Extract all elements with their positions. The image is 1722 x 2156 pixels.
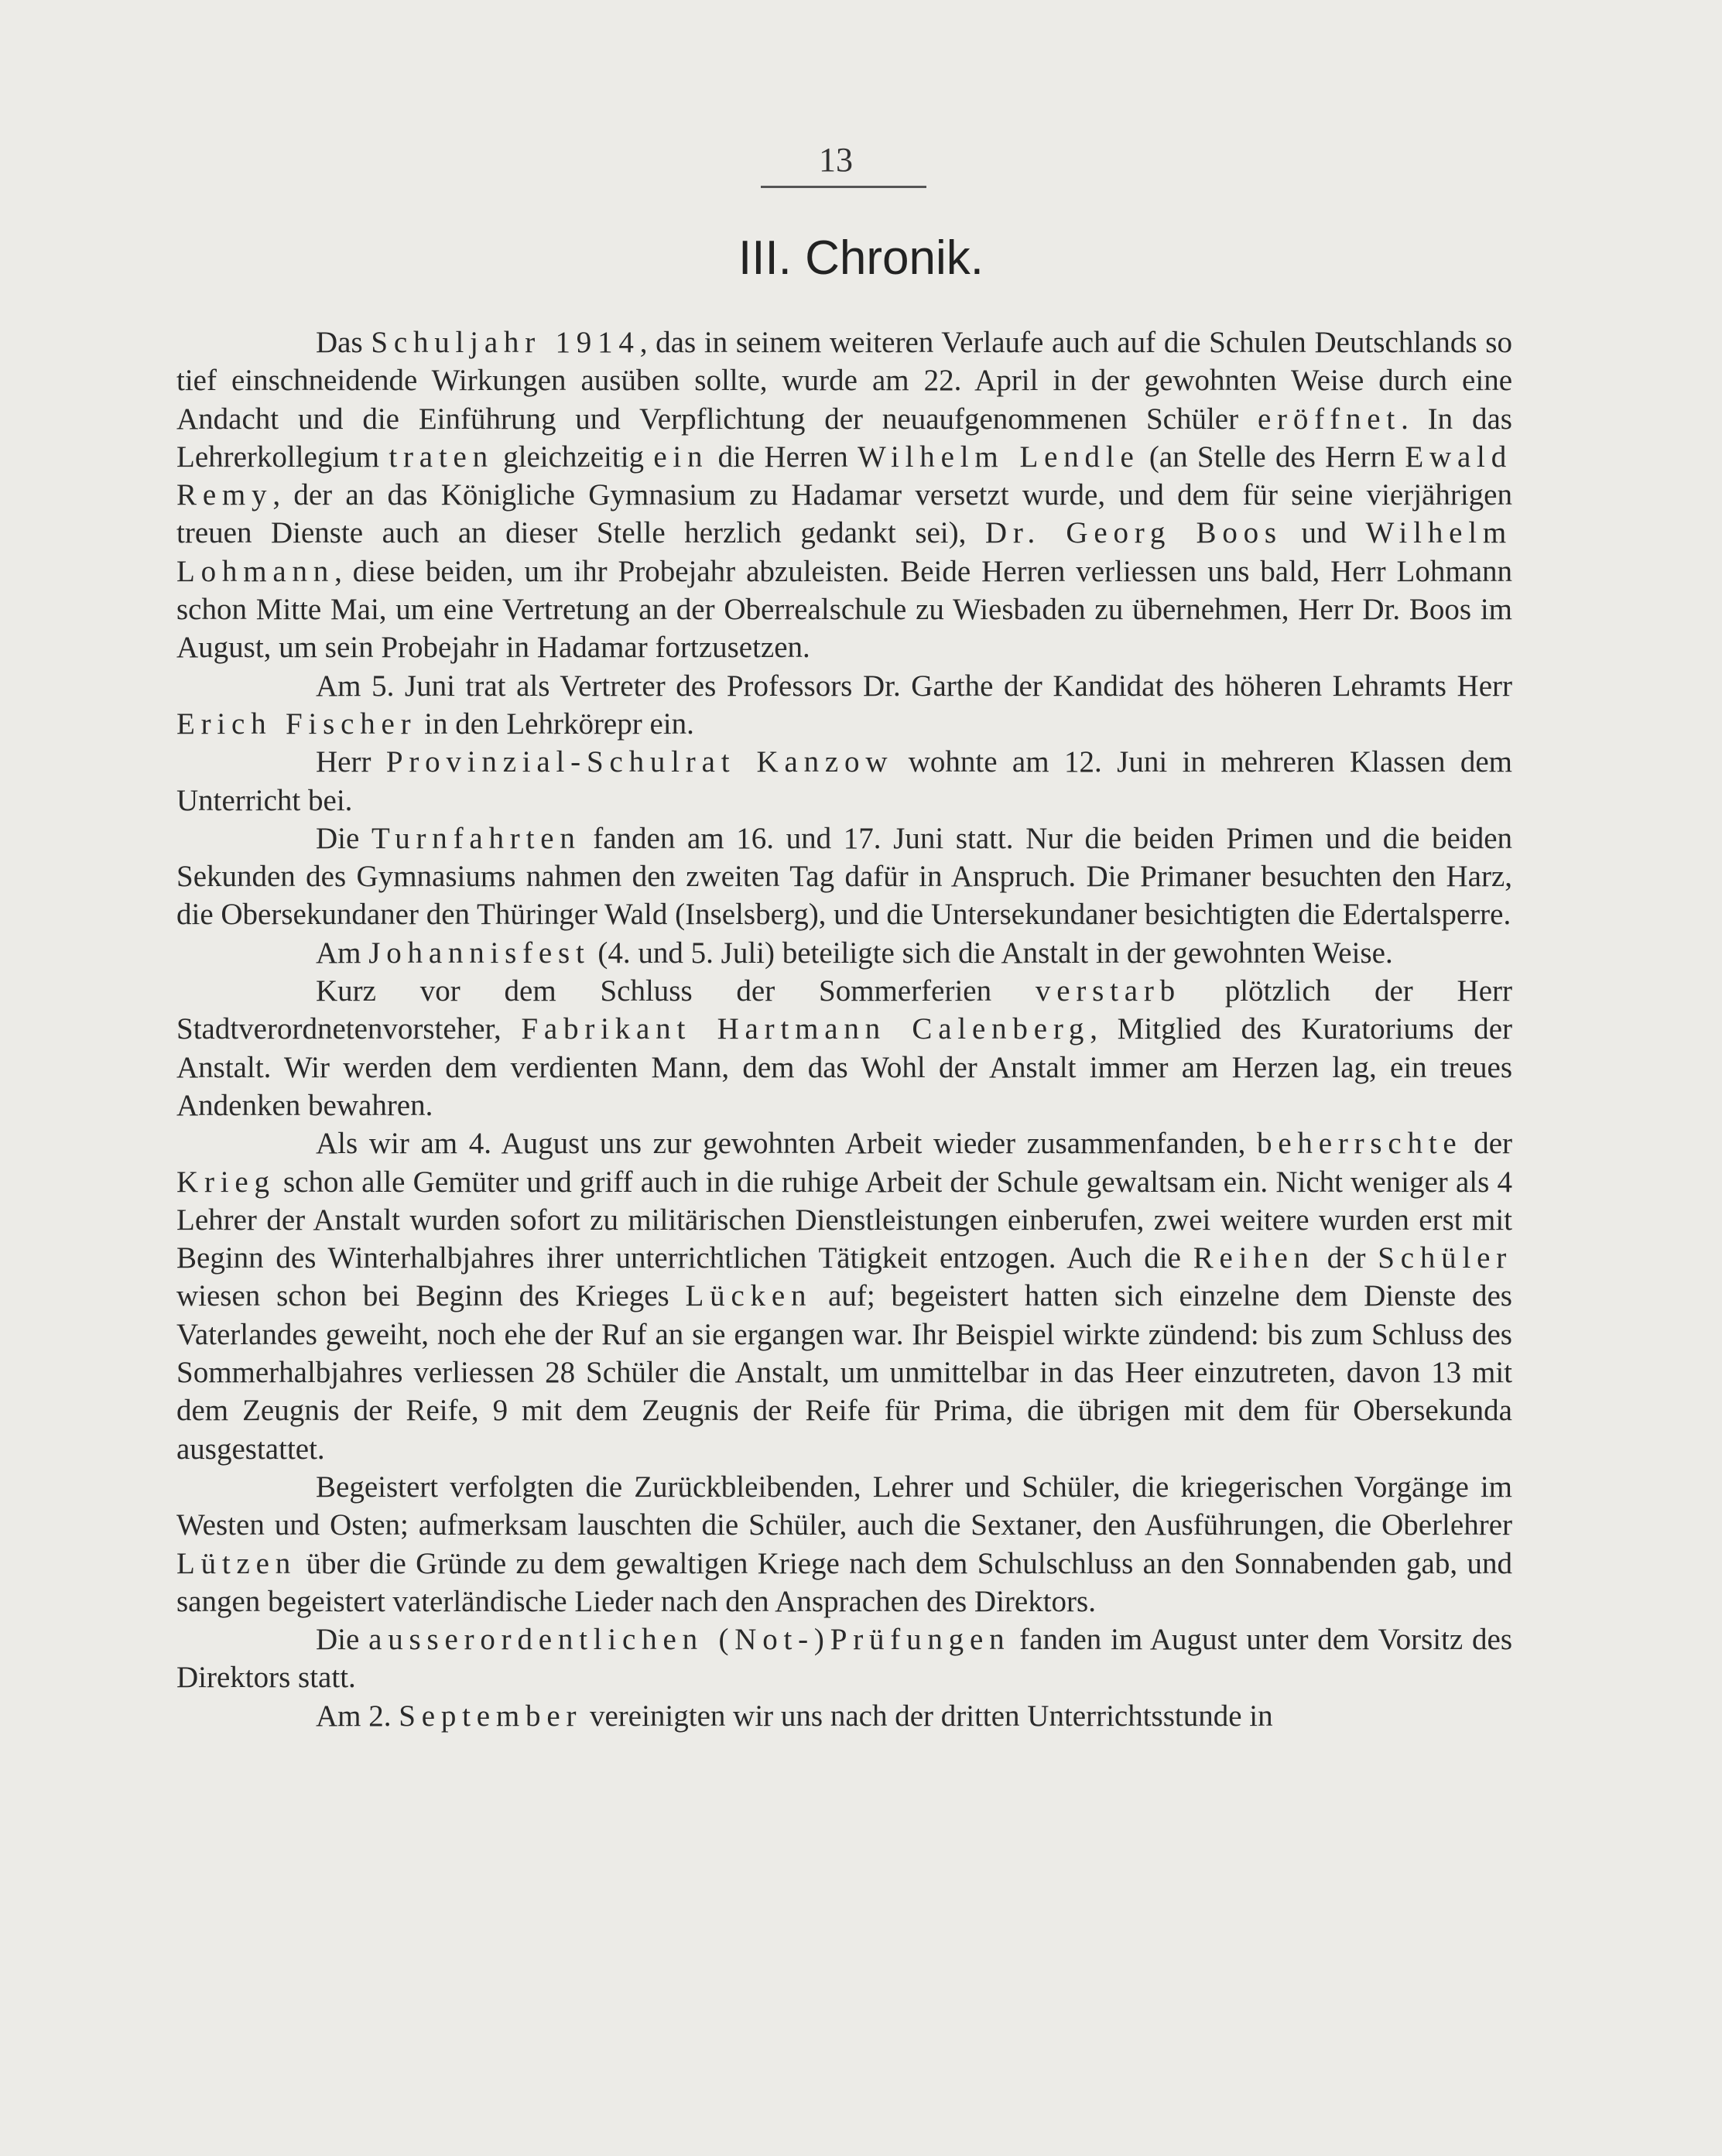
- text-run: Herr: [316, 745, 386, 779]
- page-number: 13: [819, 141, 853, 179]
- text-run: vereinigten wir uns nach der dritten Unterrichtsstunde in: [582, 1699, 1273, 1733]
- paragraph: [176, 934, 1512, 972]
- chapter-title: III. Chronik.: [738, 231, 984, 285]
- emphasized-text: verstarb: [1035, 974, 1181, 1008]
- text-run: über die Gründe zu dem gewaltigen Kriege nach dem Schulschluss an den Sonnabenden gab, und sangen begeistert vaterländische Lieder nach den Ansprachen des Direktors.: [176, 1546, 1512, 1618]
- emphasized-text: Turnfahrten: [371, 821, 581, 855]
- text-run: Begeistert verfolgten die Zurückbleibenden, Lehrer und Schüler, die kriegerischen Vorgänge im Westen und Osten; aufmerksam lauschten die Schüler, auch die Sextaner, den Ausführungen, die Oberlehrer: [176, 1470, 1512, 1542]
- text-run: in den Lehrkörepr ein.: [416, 707, 694, 741]
- text-run: plötzlich der Herr Stadtverordnetenvorsteher,: [176, 974, 1512, 1046]
- emphasized-text: Provinzial-Schulrat Kanzow: [385, 745, 894, 779]
- text-run: , der an das Königliche Gymnasium zu Hadamar versetzt wurde, und dem für seine vierjährigen treuen Dienste auch an dieser Stelle herzlich gedankt sei),: [176, 478, 1512, 550]
- text-run: Kurz vor dem Schluss der Sommerferien: [316, 974, 1036, 1008]
- emphasized-text: Erich Fischer: [176, 707, 417, 741]
- text-run: Am 2.: [316, 1699, 399, 1733]
- paragraph: [176, 1468, 1512, 1620]
- text-run: Am 5. Juni trat als Vertreter des Professors Dr. Garthe der Kandidat des höheren Lehramts Herr: [316, 669, 1512, 703]
- text-run: der: [1462, 1127, 1512, 1161]
- emphasized-text: Lücken: [685, 1279, 813, 1313]
- emphasized-text: Lützen: [176, 1546, 297, 1580]
- text-run: und: [1282, 516, 1366, 550]
- emphasized-text: Fabrikant Hartmann Calenberg: [521, 1012, 1090, 1046]
- emphasized-text: ausserordentlichen (Not-)Prüfungen: [368, 1623, 1011, 1657]
- emphasized-text: Krieg: [176, 1165, 276, 1199]
- text-run: Die: [316, 1623, 369, 1657]
- text-run: Die: [316, 821, 371, 855]
- text-run: schon alle Gemüter und griff auch in die ruhige Arbeit der Schule gewaltsam ein. Nicht weniger als 4 Lehrer der Anstalt wurden sofort zu militärischen Dienstleistungen einberufen, zwei weitere wurden erst mit Beginn des Winterhalbjahres ihrer unterrichtlichen Tätigkeit entzogen. Auch die: [176, 1165, 1512, 1275]
- paragraph: [176, 1124, 1512, 1468]
- text-run: (an Stelle des Herrn: [1139, 440, 1405, 474]
- paragraph: [176, 667, 1512, 744]
- emphasized-text: Dr. Georg Boos: [984, 516, 1282, 550]
- emphasized-text: traten: [389, 440, 494, 474]
- text-run: (4. und 5. Juli) beteiligte sich die Anstalt in der gewohnten Weise.: [590, 936, 1393, 970]
- paragraph: [176, 972, 1512, 1124]
- emphasized-text: Wilhelm Lohmann: [176, 516, 1513, 588]
- emphasized-text: Schüler: [1378, 1241, 1512, 1275]
- page-number-rule: [761, 186, 926, 188]
- paragraph: [176, 323, 1512, 667]
- emphasized-text: Wilhelm Lendle: [857, 440, 1140, 474]
- text-run: fanden am 16. und 17. Juni statt. Nur die beiden Primen und die beiden Sekunden des Gymnasiums nahmen den zweiten Tag dafür in Anspruch. Die Primaner besuchten den Harz, die Obersekundaner den Thüringer Wald (Inselsberg), und die Untersekundaner besichtigten die Edertalsperre.: [176, 821, 1512, 932]
- emphasized-text: eröffnet: [1257, 402, 1402, 436]
- emphasized-text: Ewald Remy: [176, 440, 1512, 512]
- emphasized-text: Johannisfest: [368, 936, 591, 970]
- chronicle-text: [176, 323, 1512, 1735]
- paragraph: [176, 1697, 1512, 1735]
- text-run: Das: [316, 326, 371, 359]
- text-run: der: [1314, 1241, 1378, 1275]
- text-run: wiesen schon bei Beginn des Krieges: [176, 1279, 686, 1313]
- paragraph: [176, 743, 1512, 820]
- text-run: fanden im August unter dem Vorsitz des Direktors statt.: [176, 1623, 1512, 1695]
- text-run: Am: [316, 936, 369, 970]
- text-run: , diese beiden, um ihr Probejahr abzuleisten. Beide Herren verliessen uns bald, Herr Lohmann schon Mitte Mai, um eine Vertretung an der Oberrealschule zu Wiesbaden zu übernehmen, Herr Dr. Boos im August, um sein Probejahr in Hadamar fortzusetzen.: [176, 554, 1512, 665]
- text-run: auf; begeistert hatten sich einzelne dem Dienste des Vaterlandes geweiht, noch ehe der Ruf an sie ergangen war. Ihr Beispiel wirkte zündend: bis zum Schluss des Sommerhalbjahres verliessen 28 Schüler die Anstalt, um unmittelbar in das Heer einzutreten, davon 13 mit dem Zeugnis der Reife, 9 mit dem Zeugnis der Reife für Prima, die übrigen mit dem für Obersekunda ausgestattet.: [176, 1279, 1512, 1466]
- paragraph: [176, 820, 1512, 934]
- text-run: gleichzeitig: [493, 440, 654, 474]
- emphasized-text: ein: [653, 440, 709, 474]
- emphasized-text: Reihen: [1193, 1241, 1315, 1275]
- emphasized-text: Schuljahr 1914: [371, 326, 640, 359]
- text-run: wohnte am 12. Juni in mehreren Klassen dem Unterricht bei.: [176, 745, 1512, 817]
- emphasized-text: September: [399, 1699, 583, 1733]
- text-run: , Mitglied des Kuratoriums der Anstalt. Wir werden dem verdienten Mann, dem das Wohl der Anstalt immer am Herzen lag, ein treues Andenken bewahren.: [176, 1012, 1513, 1122]
- emphasized-text: beherrschte: [1257, 1127, 1463, 1161]
- text-run: . In das Lehrerkollegium: [176, 402, 1512, 474]
- paragraph: [176, 1620, 1512, 1697]
- text-run: Als wir am 4. August uns zur gewohnten Arbeit wieder zusammenfanden,: [316, 1127, 1258, 1161]
- text-run: die Herren: [708, 440, 858, 474]
- text-run: , das in seinem weiteren Verlaufe auch auf die Schulen Deutschlands so tief einschneidende Wirkungen ausüben sollte, wurde am 22. April in der gewohnten Weise durch eine Andacht und die Einführung und Verpflichtung der neuaufgenommenen Schüler: [176, 326, 1512, 436]
